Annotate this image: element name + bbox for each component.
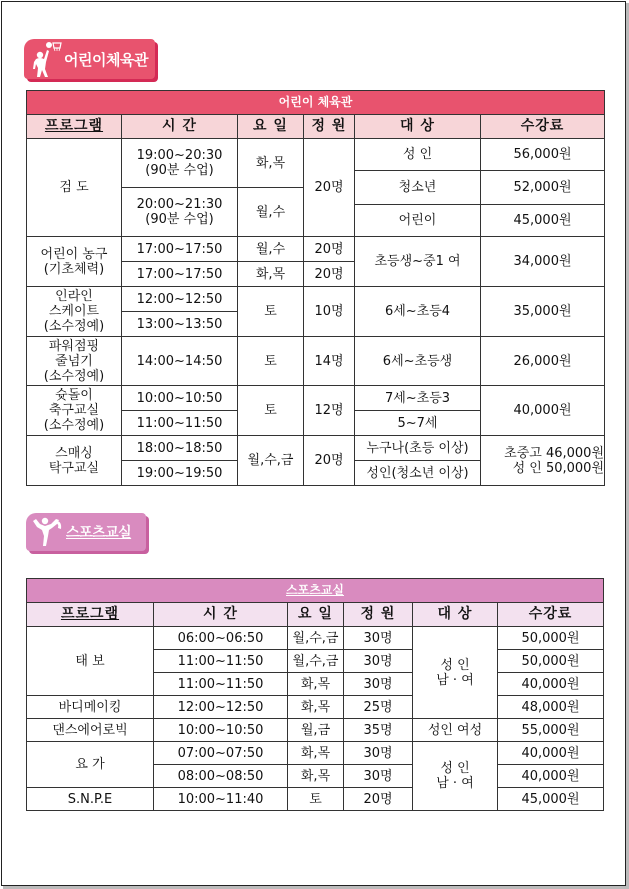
target: 6세~초등생 [355, 337, 481, 386]
days: 월,수 [238, 188, 304, 237]
days: 토 [238, 337, 304, 386]
days: 월,수 [238, 237, 304, 262]
target-line: 성 인 [440, 657, 470, 673]
target-line: 성 인 [440, 761, 470, 776]
program-name-line: 줄넘기 [55, 353, 93, 369]
col-header-capacity: 정 원 [304, 115, 355, 139]
time: 10:00~10:50 [154, 719, 288, 742]
col-header-fee: 수강료 [481, 115, 605, 139]
capacity: 30명 [344, 650, 413, 673]
fee: 50,000원 [498, 627, 604, 650]
days: 월,수,금 [288, 627, 344, 650]
fee: 34,000원 [481, 237, 605, 287]
table-row [27, 627, 604, 650]
fee: 40,000원 [481, 386, 605, 436]
time: 17:00~17:50 [122, 237, 238, 262]
program-name: 태 보 [27, 627, 154, 696]
col-header-program: 프로그램 [27, 115, 122, 139]
capacity: 20명 [304, 139, 355, 237]
time: 17:00~17:50 [122, 262, 238, 287]
time: 12:00~12:50 [122, 287, 238, 312]
days: 월,수,금 [288, 650, 344, 673]
target: 성인(청소년 이상) [355, 461, 481, 486]
col-header-program: 프로그램 [27, 603, 154, 627]
target: 성인 여성 [413, 719, 498, 742]
program-name: 검 도 [27, 139, 122, 237]
days: 월,금 [288, 719, 344, 742]
target-cell [413, 742, 498, 811]
fee-line: 초중고 46,000원 [504, 445, 605, 461]
fee: 48,000원 [498, 696, 604, 719]
section-badge-kids-gym [24, 39, 155, 79]
capacity: 30명 [344, 742, 413, 765]
table-row [27, 386, 605, 411]
col-header-fee: 수강료 [498, 603, 604, 627]
days: 토 [288, 788, 344, 811]
fee: 45,000원 [498, 788, 604, 811]
time: 20:00~21:30 [136, 197, 223, 212]
fee: 40,000원 [498, 765, 604, 788]
program-name-cell [27, 386, 122, 436]
capacity: 14명 [304, 337, 355, 386]
section-title: 스포츠교실 [66, 525, 132, 541]
fee: 26,000원 [481, 337, 605, 386]
time: 18:00~18:50 [122, 436, 238, 461]
fee: 40,000원 [498, 673, 604, 696]
program-name-line: 축구교실 [48, 403, 100, 418]
col-header-target: 대 상 [413, 603, 498, 627]
time-cell [122, 188, 238, 237]
days: 화,목 [288, 765, 344, 788]
target: 성 인 [355, 139, 481, 171]
target-cell [413, 627, 498, 719]
col-header-capacity: 정 원 [344, 603, 413, 627]
program-name: 어린이 농구 [40, 246, 108, 262]
col-header-days: 요 일 [238, 115, 304, 139]
fee: 50,000원 [498, 650, 604, 673]
target: 청소년 [355, 171, 481, 205]
fee: 40,000원 [498, 742, 604, 765]
time: 11:00~11:50 [122, 411, 238, 436]
fee-cell [481, 436, 605, 486]
days: 토 [238, 287, 304, 337]
time: 19:00~19:50 [122, 461, 238, 486]
fee: 45,000원 [481, 205, 605, 237]
capacity: 30명 [344, 673, 413, 696]
capacity: 25명 [344, 696, 413, 719]
time-cell [122, 139, 238, 188]
section-badge-sports-class [26, 513, 146, 551]
time: 10:00~11:40 [154, 788, 288, 811]
time: 14:00~14:50 [122, 337, 238, 386]
col-header-target: 대 상 [355, 115, 481, 139]
time: 07:00~07:50 [154, 742, 288, 765]
time-note: (90분 수업) [145, 163, 214, 178]
program-subname: (기초체력) [43, 261, 105, 277]
program-name-line: 탁구교실 [48, 460, 100, 476]
target: 6세~초등4 [355, 287, 481, 337]
time: 12:00~12:50 [154, 696, 288, 719]
program-name-line: 슛돌이 [55, 388, 93, 403]
table-row [27, 287, 605, 312]
program-name: 요 가 [27, 742, 154, 788]
time: 10:00~10:50 [122, 386, 238, 411]
capacity: 12명 [304, 386, 355, 436]
time: 11:00~11:50 [154, 673, 288, 696]
capacity: 30명 [344, 627, 413, 650]
target: 초등생~중1 여 [355, 237, 481, 287]
program-name-cell [27, 237, 122, 287]
fee: 56,000원 [481, 139, 605, 171]
table-row [27, 436, 605, 461]
program-name: 바디메이킹 [27, 696, 154, 719]
basketball-player-icon [30, 40, 64, 78]
program-name-line: (소수정예) [43, 368, 105, 384]
fee: 35,000원 [481, 287, 605, 337]
capacity: 30명 [344, 765, 413, 788]
program-name-line: (소수정예) [43, 319, 105, 334]
program-name-line: 스케이트 [48, 304, 100, 319]
target: 어린이 [355, 205, 481, 237]
capacity: 10명 [304, 287, 355, 337]
capacity: 20명 [304, 237, 355, 262]
table-row [27, 237, 605, 262]
days: 화,목 [288, 742, 344, 765]
fee-line: 성 인 50,000원 [512, 460, 605, 476]
program-name-cell [27, 287, 122, 337]
days: 월,수,금 [238, 436, 304, 486]
time: 08:00~08:50 [154, 765, 288, 788]
program-name-line: 인라인 [55, 289, 93, 304]
program-name-cell [27, 436, 122, 486]
days: 화,목 [288, 696, 344, 719]
time: 11:00~11:50 [154, 650, 288, 673]
table-row [27, 696, 604, 719]
target: 5~7세 [355, 411, 481, 436]
program-name-line: 파워점핑 [48, 338, 100, 354]
days: 화,목 [238, 139, 304, 188]
program-name: S.N.P.E [27, 788, 154, 811]
sports-class-schedule-table [26, 578, 604, 811]
kids-gym-schedule-table [26, 90, 605, 486]
table-row [27, 742, 604, 765]
table-title: 어린이 체육관 [27, 91, 605, 115]
capacity: 20명 [304, 262, 355, 287]
program-name-cell [27, 337, 122, 386]
target: 누구나(초등 이상) [355, 436, 481, 461]
capacity: 20명 [344, 788, 413, 811]
time: 19:00~20:30 [136, 148, 223, 163]
table-row [27, 337, 605, 386]
days: 화,목 [238, 262, 304, 287]
fee: 52,000원 [481, 171, 605, 205]
capacity: 35명 [344, 719, 413, 742]
table-row [27, 788, 604, 811]
target-line: 남 · 여 [436, 672, 474, 688]
time: 06:00~06:50 [154, 627, 288, 650]
target-line: 남 · 여 [436, 776, 474, 791]
table-row [27, 139, 605, 171]
days: 화,목 [288, 673, 344, 696]
time: 13:00~13:50 [122, 312, 238, 337]
time-note: (90분 수업) [145, 212, 214, 227]
program-name-line: 스매싱 [55, 445, 93, 461]
col-header-days: 요 일 [288, 603, 344, 627]
program-name-line: (소수정예) [43, 418, 105, 433]
fee: 55,000원 [498, 719, 604, 742]
table-title: 스포츠교실 [27, 579, 604, 603]
stretching-person-icon [32, 513, 66, 551]
table-row [27, 719, 604, 742]
col-header-time: 시 간 [154, 603, 288, 627]
target: 7세~초등3 [355, 386, 481, 411]
capacity: 20명 [304, 436, 355, 486]
col-header-time: 시 간 [122, 115, 238, 139]
days: 토 [238, 386, 304, 436]
section-title: 어린이체육관 [64, 50, 148, 69]
program-name: 댄스에어로빅 [27, 719, 154, 742]
